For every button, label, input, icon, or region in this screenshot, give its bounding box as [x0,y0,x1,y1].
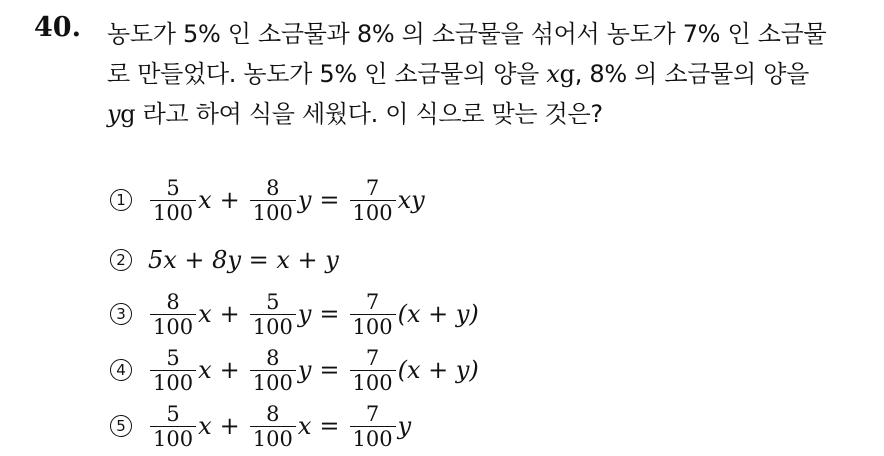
rhs: (x + y) [397,356,479,384]
option-1[interactable] [110,172,425,228]
option-expression [148,402,411,451]
line2-prefix: 로 만들었다. 농도가 5% 인 소금물의 양을 [107,60,547,88]
operator: + [219,186,240,214]
option-marker: 2 [110,249,132,271]
option-marker: 1 [110,189,132,211]
line2-suffix: , 8% 의 소금물의 양을 [574,60,810,88]
line3-suffix: 라고 하여 식을 세웠다. 이 식으로 맞는 것은? [135,100,603,128]
operator: + [219,356,240,384]
var-y: y [107,100,121,128]
operator: + [219,412,240,440]
option-marker: 3 [110,303,132,325]
fraction: $\frac{5}{100}$ [250,290,296,339]
option-expression [148,176,425,225]
question-number: 40. [34,12,81,43]
variable: y [297,300,312,328]
unit-g: g [120,100,136,128]
fraction: $\frac{7}{100}$ [350,346,396,395]
fraction: $\frac{8}{100}$ [250,176,296,225]
equals: = [319,412,340,440]
variable: y [297,186,312,214]
option-3[interactable] [110,286,479,342]
option-5[interactable] [110,398,411,454]
unit-g: g [559,60,575,88]
variable: x [297,412,312,440]
option-marker: 4 [110,359,132,381]
equals: = [319,356,340,384]
variable: x [198,300,212,328]
variable: x [198,356,212,384]
question-line-2 [107,54,877,89]
fraction: $\frac{5}{100}$ [150,176,196,225]
question-line-1: 농도가 5% 인 소금물과 8% 의 소금물을 섞어서 농도가 7% 인 소금물 [107,20,827,48]
rhs: (x + y) [397,300,479,328]
option-expression [148,346,479,395]
fraction: $\frac{5}{100}$ [150,402,196,451]
variable: x [198,412,212,440]
option-4[interactable] [110,342,479,398]
rhs: y [397,412,412,440]
option-expression: 5x + 8y = x + y [148,246,339,274]
option-2[interactable] [110,232,339,288]
fraction: $\frac{7}{100}$ [350,176,396,225]
option-marker: 5 [110,415,132,437]
fraction: $\frac{5}{100}$ [150,346,196,395]
option-expression [148,290,479,339]
question-line-3 [107,94,877,129]
equals: = [319,300,340,328]
fraction: $\frac{8}{100}$ [250,402,296,451]
operator: + [219,300,240,328]
rhs: xy [397,186,425,214]
var-x: x [546,60,560,88]
fraction: $\frac{8}{100}$ [250,346,296,395]
fraction: $\frac{8}{100}$ [150,290,196,339]
equals: = [319,186,340,214]
fraction: $\frac{7}{100}$ [350,290,396,339]
variable: x [198,186,212,214]
variable: y [297,356,312,384]
fraction: $\frac{7}{100}$ [350,402,396,451]
